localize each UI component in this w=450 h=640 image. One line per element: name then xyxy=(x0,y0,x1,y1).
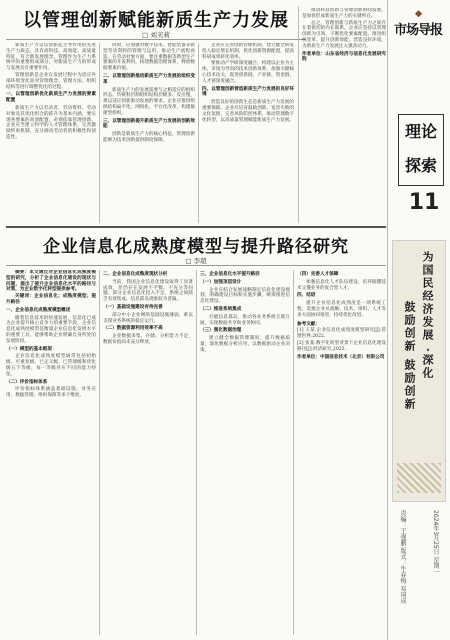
column-divider xyxy=(196,270,197,635)
paragraph: 新质生产力是以创新起主导作用的先进生产力质态，具有高科技、高效能、高质量特征，符合新发展理念。管理作为生产力系统中的重要组成部分，对新质生产力的形成与发展具有重要作用。 xyxy=(6,43,96,72)
article1-title-rule xyxy=(6,39,306,40)
section-heading: 二、以管理创新推动新质生产力发展的组织变革 xyxy=(103,73,195,85)
section-heading: 四、以管理创新营造新质生产力发展的良好环境 xyxy=(202,86,294,98)
section-heading: （二）推进系统集成 xyxy=(200,306,242,312)
decorative-pattern xyxy=(397,463,441,493)
article1-column-2 xyxy=(103,43,195,223)
article1-column-1 xyxy=(6,43,96,223)
column-divider xyxy=(99,270,100,635)
paragraph: 总之，管理创新与新质生产力之间存在着密切的内在联系。企业应坚持以管理创新为引领，不断优化要素配置、推进组织变革、提升创新效能、营造良好环境，为新质生产力发展注入强劲动力。 xyxy=(302,20,386,49)
masthead-title: 市场导报 xyxy=(393,23,442,38)
keywords: 关键词：企业信息化；成熟度模型；提升路径 xyxy=(6,294,96,305)
article2-column-3 xyxy=(200,270,290,635)
slogan-primary: 为国民经济发展 ·深化 xyxy=(421,251,434,380)
section-heading: 一、企业信息化成熟度模型概述 xyxy=(6,307,71,313)
slogan-banner xyxy=(392,240,446,502)
paragraph: 要推动产学研深度融合，构建以企业为主体、市场为导向的技术创新体系，加强关键核心技术攻关，促进创新链、产业链、资金链、人才链深度融合。 xyxy=(202,61,294,84)
column-divider xyxy=(198,43,199,223)
article2-column-1 xyxy=(6,270,96,635)
page-number: 11 xyxy=(408,190,440,215)
abstract: 摘要：本文通过对企业信息化成熟度模型的研究，分析了企业信息化建设的现状与问题，提出了提升企业信息化水平的路径与对策，为企业数字化转型提供参考。 xyxy=(6,270,96,293)
article1-byline: □ 刘芙莉 xyxy=(142,31,170,39)
paragraph: 营造良好的创新生态是新质生产力发展的重要保障。企业应培育鼓励创新、宽容失败的文化氛围，完善风险防控体系，推动管理数字化转型，以高质量管理赋能新质生产力发展。 xyxy=(202,100,294,123)
paragraph: 企业信息化成熟度模型通常包括初始级、可重复级、已定义级、已管理级和优化级五个等级，每一等级对应不同的能力特征。 xyxy=(6,354,96,377)
paragraph: 提升企业信息化成熟度是一项系统工程，需要企业从战略、技术、组织、人才等多方面协同推进，持续优化改进。 xyxy=(297,301,386,318)
section-heading: 四、结语 xyxy=(297,293,316,299)
article-separator xyxy=(6,226,386,228)
references-heading: 参考文献： xyxy=(297,321,320,327)
section-heading: （一）加强顶层设计 xyxy=(200,279,242,285)
reference-item: [2] 张某.数字化转型背景下企业信息化建设路径[J].经济研究,2023. xyxy=(297,340,386,352)
section-heading: （四）完善人才保障 xyxy=(297,272,339,277)
article2-byline: □ 李超 xyxy=(185,257,207,265)
sidebar xyxy=(387,0,450,640)
article1-title: 以管理创新赋能新质生产力发展 xyxy=(23,10,289,31)
section-label: 理论探索 xyxy=(398,114,444,186)
slogan-secondary: 鼓励创新 鼓励创新 xyxy=(403,301,416,411)
article1-column-3 xyxy=(202,43,294,223)
author-affiliation: 作者单位：中国信息技术（北京）有限公司 xyxy=(297,354,385,360)
masthead-logo xyxy=(390,8,446,38)
author-affiliation: 作者单位：山东省经济与信息化发展研究院 xyxy=(302,51,386,63)
paragraph: 当前，我国企业信息化建设取得了显著成效，但仍存在发展不平衡、不充分等问题。部分企业信息化投入不足，系统之间缺乏有效集成，信息孤岛现象较为普遍。 xyxy=(103,279,193,303)
paragraph: 建立健全数据管理制度，提升数据质量，深化数据分析应用，以数据驱动企业决策。 xyxy=(200,336,290,353)
paragraph: 评价指标体系涵盖基础设施、业务应用、数据管理、组织保障等多个维度。 xyxy=(6,387,96,399)
masthead-ornament-icon: ❖ xyxy=(414,10,422,20)
paragraph: 企业数据采集、存储、分析能力不足，数据价值尚未充分释放。 xyxy=(103,334,193,345)
paragraph: 创新是新质生产力的核心特征，管理创新能够为技术创新提供制度保障。 xyxy=(103,132,195,143)
paragraph: 企业应完善创新管理机制，建立健全研发投入稳定增长机制，优化创新资源配置，提高科研成果转化效率。 xyxy=(202,43,294,60)
paragraph: 同时，应加强对数字技术、智能装备等新型劳动资料的管理与运用，推动生产流程再造。在劳动对象方面，要注重数据等新型生产要素的开发利用，构建数据治理体系，释放数据要素价值。 xyxy=(103,43,195,72)
article2-title-rule xyxy=(6,265,386,266)
section-heading: （三）强化数据治理 xyxy=(200,328,242,334)
section-heading: （一）模型的基本框架 xyxy=(6,346,52,352)
article1-column-4 xyxy=(302,8,386,223)
paragraph: 企业应结合发展战略制定信息化建设规划，明确建设目标和实施步骤，统筹推进信息化建设。 xyxy=(200,287,290,305)
article2-column-4 xyxy=(297,270,386,635)
paragraph: 部分中小企业网络基础设施薄弱，难以支撑业务系统的稳定运行。 xyxy=(103,312,193,324)
article2-title: 企业信息化成熟度模型与提升路径研究 xyxy=(43,237,349,257)
issue-date: 2024年3月25日 星期一 xyxy=(432,510,439,575)
reference-item: [1] 王某.企业信息化成熟度模型研究[J].管理世界,2022. xyxy=(297,328,386,340)
section-heading: 一、以管理创新优化新质生产力发展的要素配置 xyxy=(6,92,96,104)
editorial-info xyxy=(394,510,444,630)
section-heading: 三、以管理创新提升新质生产力发展的创新效能 xyxy=(103,118,195,130)
paragraph: 加强信息化人才队伍建设，培养既懂技术又懂业务的复合型人才。 xyxy=(297,279,386,291)
paragraph: 打破信息孤岛，推动各业务系统互联互通，实现数据共享和业务协同。 xyxy=(200,314,290,326)
paragraph: 新质生产力以劳动者、劳动资料、劳动对象及其优化组合的跃升为基本内涵，要实现各要素的高效配置，必须依靠管理创新。企业应当建立科学的人才管理体系，完善激励约束机制，充分调动劳动者的积极性和创造性。 xyxy=(6,105,96,140)
paragraph: 推动科技创新与管理创新协同发展，是加快形成新质生产力的关键所在。 xyxy=(302,8,386,19)
section-heading: （二）数据资源利用效率不高 xyxy=(103,326,163,332)
paragraph: 新质生产力的发展需要与之相适应的组织形态。传统科层制组织结构层级多、反应慢，难以适应创新驱动发展的要求。企业应推进组织结构扁平化、网络化、平台化改革，构建敏捷型组织。 xyxy=(103,87,195,116)
paragraph: 管理创新是企业在发展过程中为适应外部环境变化而对管理理念、管理方法、组织结构等进行调整优化的过程。 xyxy=(6,72,96,90)
section-heading: 三、企业信息化水平提升路径 xyxy=(200,272,260,277)
main-content xyxy=(6,0,386,640)
article2-column-2 xyxy=(103,270,193,635)
paragraph: 随着信息技术的快速发展，信息化已成为企业提升核心竞争力的重要手段。企业信息化成熟度模型是衡量企业信息化发展水平的重要工具，能够帮助企业明确自身所处的发展阶段。 xyxy=(6,315,96,344)
column-divider xyxy=(298,6,299,223)
references-list xyxy=(297,328,386,352)
column-divider xyxy=(99,43,100,223)
editor-credits: 责编：王强鹏 版式：牛春梅 易国成 xyxy=(399,510,406,604)
section-heading: （二）评价指标体系 xyxy=(6,379,48,385)
column-divider xyxy=(293,270,294,635)
section-heading: （一）基础设施建设有待完善 xyxy=(103,304,163,310)
section-heading: 二、企业信息化成熟度现状分析 xyxy=(103,272,168,277)
